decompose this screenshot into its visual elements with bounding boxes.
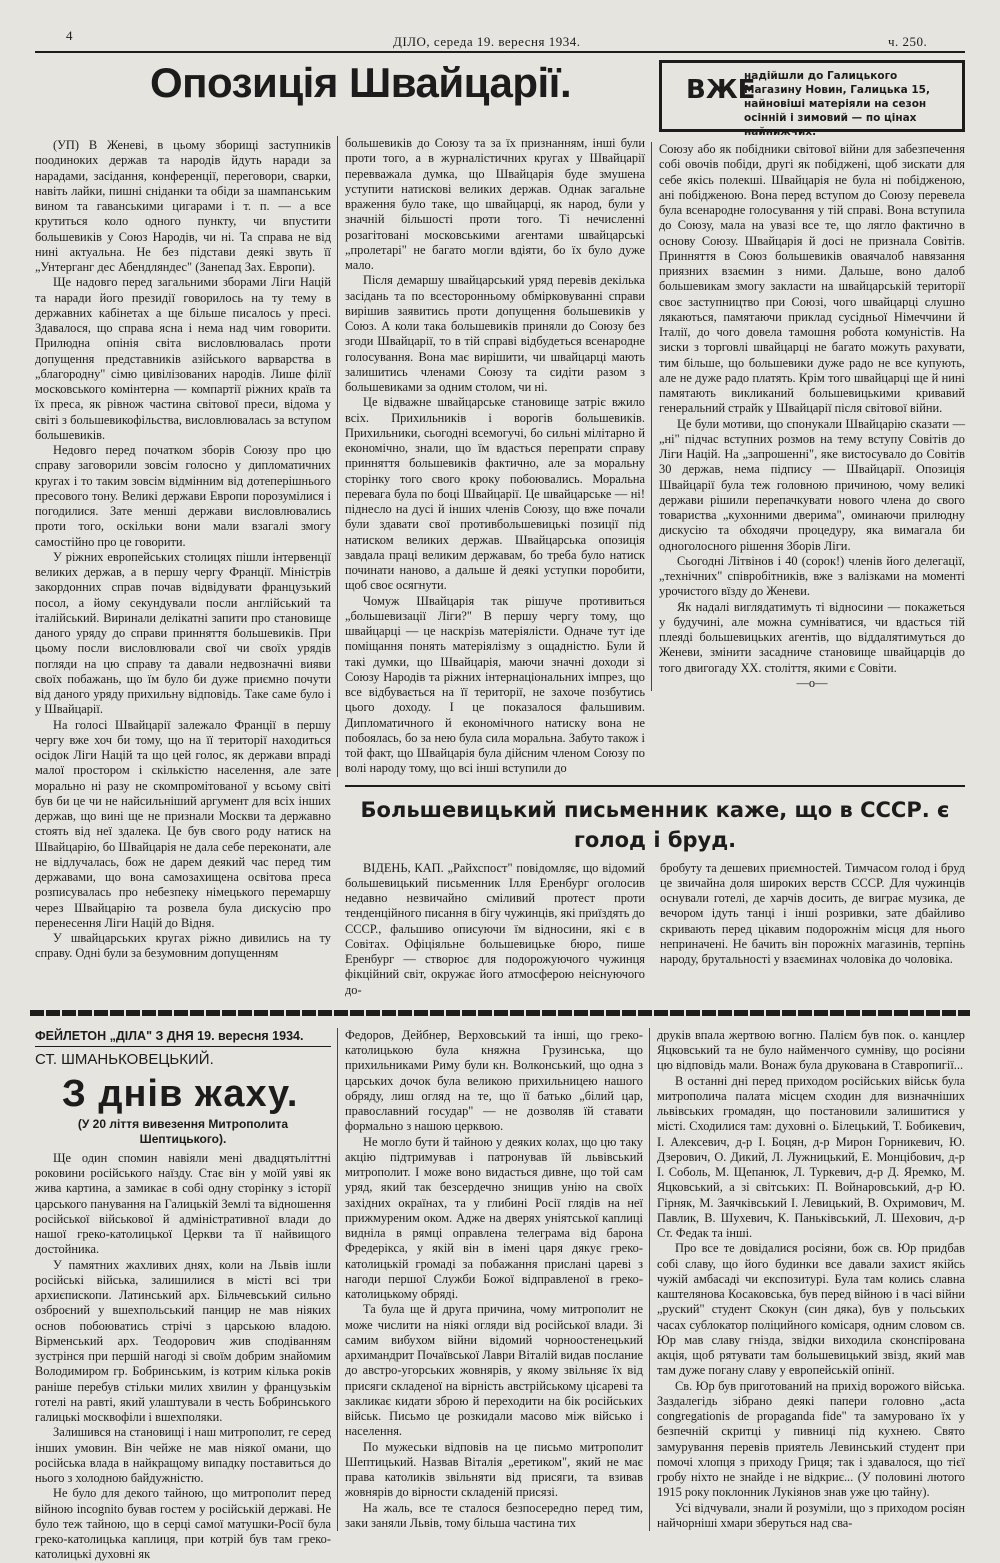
article1-column-1 [35,138,331,962]
feuilleton-column-3 [649,1028,965,1531]
paragraph: большевиків до Союзу та за їх признанням, інші були проти того, а в журналістичних кругах у Швайцарії перевважала думка, що Швайцарія буде змушена уступити натискові великих держав. Однак загальне враження було таке, що швайцарці, як народ, були у значній більшості проти того. Ті нечисленні розагітовані московськими агентами швайцарські „пролетарі" не багато могли вдіяти, бо їх було дуже мало. [345,136,645,272]
paragraph: Усі відчували, знали й розуміли, що з приходом росіян найчорніші хмари зберуться над сва- [657,1500,965,1530]
advertisement [659,60,965,138]
feuilleton-rubric: ФЕЙЛЕТОН „ДІЛА" З ДНЯ 19. вересня 1934. [35,1028,304,1043]
top-section [35,58,965,998]
paragraph: друків впала жертвою вогню. Палієм був пок. о. канцлер Яцковський та не було найменчого сумніву, що росіяни цю відповідь мали. Вонаж була друкована в Ставропигії... [657,1027,965,1073]
paragraph: Залишився на становищі і наш митрополит, ге серед інших умовин. Він чейже не мав ніякої омани, що російська влада в найкращому випадку поставиться до нього з холодною байдужністю. [35,1425,331,1485]
paragraph: Федоров, Дейбнер, Верховський та інші, що греко-католицькою була княжна Грузинська, що прихильниками Риму були кн. Волконський, що одна з царських дочок була великою прихильницею нашого обряду, лиш огляд на те, що її батько „білий цар, православний государ" — не дозволяв їй ставати формально з нашою церквою. [345,1027,643,1134]
page-body [35,58,965,1563]
paragraph: Ще надовго перед загальними зборами Ліги Націй та наради його президії говорилось на ту тему в державних кабінетах а ще більше писалось у пресі. Здавалося, що справа ясна і нема над чим говорити. Прилюдна опінія світа висловлювалась проти допущення представників азійського варварства в „благородну" сімю цивілізованих народів. Лише філії московського комінтерна — компартії ріжних країв та їх преса, як рівнож частина світової преси, відома у світі з большевикофільства, висловлювалась за вступом большевиків. [35,275,331,442]
paragraph: Це були мотиви, що спонукали Швайцарію сказати — „ні" підчас вступних розмов на тему вступу Совітів до Ліги Націй. На „запрошенні", яке вистосувало до Совітів 30 держав, нема підпису — Швайцарії. Опозиція Швайцарії була теж головною причиною, чому великі держави рішили перепачкувати нового члена до свого товариства „кухонними дверима", оминаючи прилюдну дискусію та обходячи процедуру, яка вимагала би одноголосного рішення Зборів Ліги. [659,416,965,553]
paragraph: В останні дні перед приходом російських військ була митрополича палата місцем сходин для визначніших львівських громадян, що постановили залишитися у місті. Сходилися там: духовні о. Білецький, Т. Бобикевич, І. Алексевич, д-р І. Боцян, д-р Мирон Горникевич, Ю. Дзерович, О. Дикий, Л. Лужницький, Е. Монцібович, д-р І. Соболь, М. Щепанюк, Л. Туркевич, д-р Д. Яремко, М. Яцковський, а зі світських: П. Войнаровський, д-р Ю. Гірняк, М. Заячківський І. Левицький, В. Охримович, М. Павлик, В. Шухевич, К. Паньківський, Л. Шехович, д-р Ст. Федак та інші. [657,1073,965,1240]
feuilleton [35,1028,965,1563]
paragraph: Та була ще й друга причина, чому митрополит не може числити на ніякі огляди від російської влади. Зі самим вибухом війни відомий чорноостенецький архимандрит Почаївської Лаври Віталій видав послание до австро-угорських жовнярів, у якому звільняє їх від присяги складеної на вірність австрійському цісареві та закликає кидати зброю й переходити на бік російських військ. Письмо це розкидали масово між військо і населення. [345,1302,643,1439]
paragraph: Недовго перед початком зборів Союзу про цю справу заговорили зовсім голосно у дипломатичних кругах і то таким зовсім відмінним від дотеперішнього пресового тону. Великі держави Европи порозумілися і погодилися. Зате менші держави висловлювались проти того, оскільки вони мали взагалі змогу самостійно про це говорити. [35,443,331,549]
article2 [345,785,965,998]
paragraph: Св. Юр був приготований на прихід ворожого війська. Заздалегідь зібрано деякі папери головно „acta congregationis de propaganda fide" та замуровано їх у безпечній скритці у пивниці під кухнею. Свято замурування перевів приятель Левинський студент при помочі хлопця з приходу Гриця; так і здавалося, що тієї гробу ніхто не знайде і не відкриє... (У половині лютого 1915 року поклонник Лукіянов знав уже цю тайну). [657,1378,965,1500]
end-mark: —o— [796,675,828,690]
article2-column-2 [660,861,965,998]
paragraph: По мужеськи відповів на це письмо митрополит Шептицький. Назвав Віталія „еретиком", який не має права католиків звільняти від присяги, та взивав жовнярів до вірности складеній присязі. [345,1439,643,1500]
feuilleton-subtitle: (У 20 ліття вивезення Митрополита Шептицького). [77,1116,289,1146]
ad-headword: ВЖЕ [686,75,756,105]
header-rule [35,51,965,53]
paragraph: Не могло бути й тайною у деяких колах, що цю таку акцію підтримував і патронував їй львівський митрополит. І може воно видасться дивне, що той сам уряд, який так безсердечно знищив унію на своїх західних окраїнах, та у глибині Росії глядів на неї прижмуреним оком. Адже на дверях уніятської каплиці видніла в рямці оправлена телеграма від барона Фредерікса, у якій він в імені царя дякує греко-католицькій громаді за побажання прислані цареві з нагоди першої Служби Божої відправленої в греко-католицькому обряді. [345,1134,643,1301]
article2-title: Большевицький письменник каже, що в СССР. є голод і бруд. [360,797,950,852]
paragraph: У памятних жахливих днях, коли на Львів ішли російські війська, залишилися в місті всі три архиєпископи. Латинський арх. Більчевський сильно озброєний у вшехпольський панцир не мав ніяких основ побоюватись стрічі з царською владою. Вірменський арх. Теодорович жив сподіванням зустрінся при першій нагоді зі своїм добрим знайомим Володимиром гр. Бобринським, із котрим кілька років раніше перебув стільки милих хвилин у французькім готелі на равті, який улаштували в честь Бобринського галицькі москвофіли і вшехполяки. [35,1257,331,1424]
masthead: ДІЛО, середа 19. вересня 1934. [393,34,581,49]
paragraph: Сьогодні Літвінов і 40 (сорок!) членів його делегації, „технічних" співробітників, вже з валізками на моменті урочистого вїзду до Женеви. [659,553,965,599]
article1-column-3 [651,142,965,691]
paragraph: Союзу або як побідники світової війни для забезпечення собі овочів побіди, другі як побіджені, щоб зискати для себе якісь полекші. Швайцарія не була ні побідженою, ані побідженою. Вона перед вступом до Союзу перевела була всенародне голосування у тій справі. Вона вступила до Союзу, мала на увазі все те, що лягло фактично в основу Союзу. Швайцарія й досі не признала Совітів. Принняття в Союз большевиків оваячалоб навязання приязних взаємин з ними. Дальше, воно далоб большевикам змогу закласти на швайцарській території своє заступництво при Союзі, чого швайцарці слушно лякаються, памятаючи приклад сусідньої Німеччини й Італії, до чого довела тамошня робота комуністів. На зиски з торговлі швайцарці не багато можуть рахувати, тим більше, що большевики дуже радо не все купують, але не дуже радо платять. Крім того швайцарці ще й нині памятають викликаний большевицькими кривавий генеральний страйк у Швайцарії після світової війни. [659,142,965,416]
feuilleton-column-2 [337,1028,643,1531]
paragraph: Як надалі виглядатимуть ті відносини — покажеться у будучині, але можна сумніватися, чи вдасться тій плеяді большевицьких агентів, що віддалятимуться до Женеви, змінити засадниче становище швайцарців до того двигогаду XX. століття, якими є Совіти. [659,599,965,675]
paragraph: У швайцарських кругах ріжно дивились на ту справу. Одні були за безумовним допущенням [35,931,331,961]
article1-column-2 [337,136,645,777]
paragraph: Це відважне швайцарське становище затріє вжило всіх. Прихильників і ворогів большевиків. Прихильники, сьогодні всемогучі, бо сильні мілітарно й економічно, знали, що їм вдасться перепрати справу принняття большевиків фактично, але за моральну сторінку того свого кроку побоювались. Моральна перевага була по боці Швайцарії. Це швайцарське — ні! піднесло на дусі й інших членів Союзу, що вже почали були здавати свої противбольшевицькі позиції під натиском великих держав. Швайцарська опозиція завдала праці великим державам, бо треба було натиск починати наново, а дальше й деякі уступки поробити, щоб своє осягнути. [345,395,645,593]
ad-text: надійшли до Галицького Магазину Новин, Галицька 15, найновіші матеріяли на сезон осінній і зимовий — по цінах найнижчих. [744,70,930,138]
feuilleton-title: З днів жаху. [62,1072,299,1115]
paragraph: Не було для декого тайною, що митрополит перед війною incognito бував гостем у російській державі. Не було теж тайною, що в серці самої матушки-Росії була греко-католицька каплиця, при котрій був там греко-католицькі духовні як [35,1486,331,1562]
paragraph: Після демаршу швайцарський уряд перевів декілька засідань та по всесторонньому обмірковуванні справи вирішив заявитись проти допущення большевиків у Союз. А коли така большевиків приняли до Союзу без згоди Швайцарії, то в тій справі відбудеться всенародне голосування. Вона має вирішити, чи швайцарці мають залишитись членами Союзу та сидіти разом з большевиками за одним столом, чи ні. [345,273,645,394]
paragraph: (УП) В Женеві, в цьому зборищі заступників поодиноких держав та народів йдуть наради за нарадами, засідання, конференції, переговори, сварки, навіть лайки, пишні сніданки та обіди за шампанським вином та гаванськими цигарами і т. п. — а все крутиться коло одного пункту, чи впустити большевиків у Союз Народів, чи ні. Та справа не від нині актуальна. Не без підстави деякі звуть її „Унтерганг дес Абендляндес" (Занепад Зах. Европи). [35,138,331,274]
page-number: 4 [66,28,73,43]
feuilleton-author: СТ. ШМАНЬКОВЕЦЬКИЙ. [35,1050,214,1068]
feuilleton-rule [30,1010,970,1016]
paragraph: Ще один спомин навіяли мені двадцятьліттні роковини російського наїзду. Стає він у моїй уяві як жива картина, а замикає в собі одну сторінку з історії царського панування на Галицькій Землі та відношення російської військової й адміністративної влади до нашої греко-католицької Церкви та її найвищого достойника. [35,1150,331,1257]
rubric-rule [35,1046,331,1047]
paragraph: Про все те довідалися росіяни, бож св. Юр придбав собі славу, що його будинки все давали захист якійсь чужій амбасаді чи експозитурі. Була там колись славна каштелянова Косаковська, був перед війною і в часі війни „руский" студент Скокун (син дяка), був у польських часах сублокатор поліцийного комісаря, одним словом св. Юр мав славу гнізда, звідки виходила сконспірована акція, щоб рятувати там большевицький звізд, який мав там дуже погану славу у европейській опінії. [657,1241,965,1378]
paragraph: Чомуж Швайцарія так рішуче противиться „большевизації Ліги?" В першу чергу тому, що швайцарці — це наскрізь матеріялісти. Одначе тут іде поміщання понять матеріялізму з ощадністю. Були й такі думки, що Швайцарія, маючи значні доходи зі Союзу Народів та ріжних інтернаціональних імпрез, що все відбувається на її території, не захоче позбутись цього доходу. І це показалося фальшивим. Дипломатичного й економічного натиску вона не побоялась, бо за нею була сила моральна. Забуто також і той факт, що Швайцарія була дійсним членом Союзу по волі народу тому, що всі інші вступили до [345,593,645,776]
section-rule [345,785,965,787]
feuilleton-column-1-wrap [35,1028,331,1563]
paragraph: На жаль, все те сталося безпосередно перед тим, заки заняли Львів, тому більша частина тих [345,1500,643,1530]
feuilleton-column-1 [35,1151,331,1563]
article2-column-1 [345,861,645,998]
article-title: Опозиція Швайцарії. [150,59,572,106]
paragraph: ВІДЕНЬ, КАП. „Райхспост" повідомляє, що відомий большевицький письменник Ілля Еренбург оголосив недавно незвичайно сміливий протест проти тенденційного писання в бігу чужинців, які приїздять до СССР., фальшиво описуючи їм відносини, які є в Совітах. Офіціяльне большевицьке бюро, пише Еренбург — створює для подорожуючого чужинця фікційний світ, окружає його атмосферою неіснуючого до- [345,860,645,997]
paragraph: бробуту та дешевих приємностей. Тимчасом голод і бруд це звичайна доля широких верств СССР. Для чужинців оснували готелі, де харчів досить, де виграє музика, де вечором ідуть танці і інші розривки, зате дбайливо скривають перед цікавим подорожнім місця для нього неприначені. Не бачить він порожніх магазинів, терпінь народу, брутальності у взаєминах чоловіка до чоловіка. [660,860,965,966]
paragraph: У ріжних европейських столицях пішли інтервенції великих держав, а в першу чергу Франції. Міністрів закордонних справ почав відвідувати французький посол, а йому секундували посли англійський та італійський. Виринали делікатні запити про становище даного уряду до справи принняття большевиків. При цьому посли висловлювали свої чи своїх урядів погляди на цю справу та давали недвозначні вияви своїх побажань, що їм було би дуже приємно почути від даного уряду прихильну відповідь. Таке саме було і у Швайцарії. [35,549,331,717]
issue-number: ч. 250. [888,34,928,49]
article2-body [345,861,965,998]
paragraph: На голосі Швайцарії залежало Франції в першу чергу вже хоч би тому, що на її території находиться осідок Ліги Націй та що цей голос, як держави впраді малої простором і скількістю населення, але зате морально ні разу не скомпромітованої у всьому світі був би це чи не найсильніший аргумент для всіх інших держав, що вині ще не признали Москви та державно стоять від неї здалека. Це був свого роду натиск на Швайцарію, бо Швайцарія не дала себе переконати, але не відлучалась, бож не дарем деякий час перед тим державами, що вона самозахищена освітова преса розписувалась про небезпеку німецького перемаршу через Швайцарію та розвела була дискусію про перенесення Ліги Націй до Відня. [35,717,331,930]
